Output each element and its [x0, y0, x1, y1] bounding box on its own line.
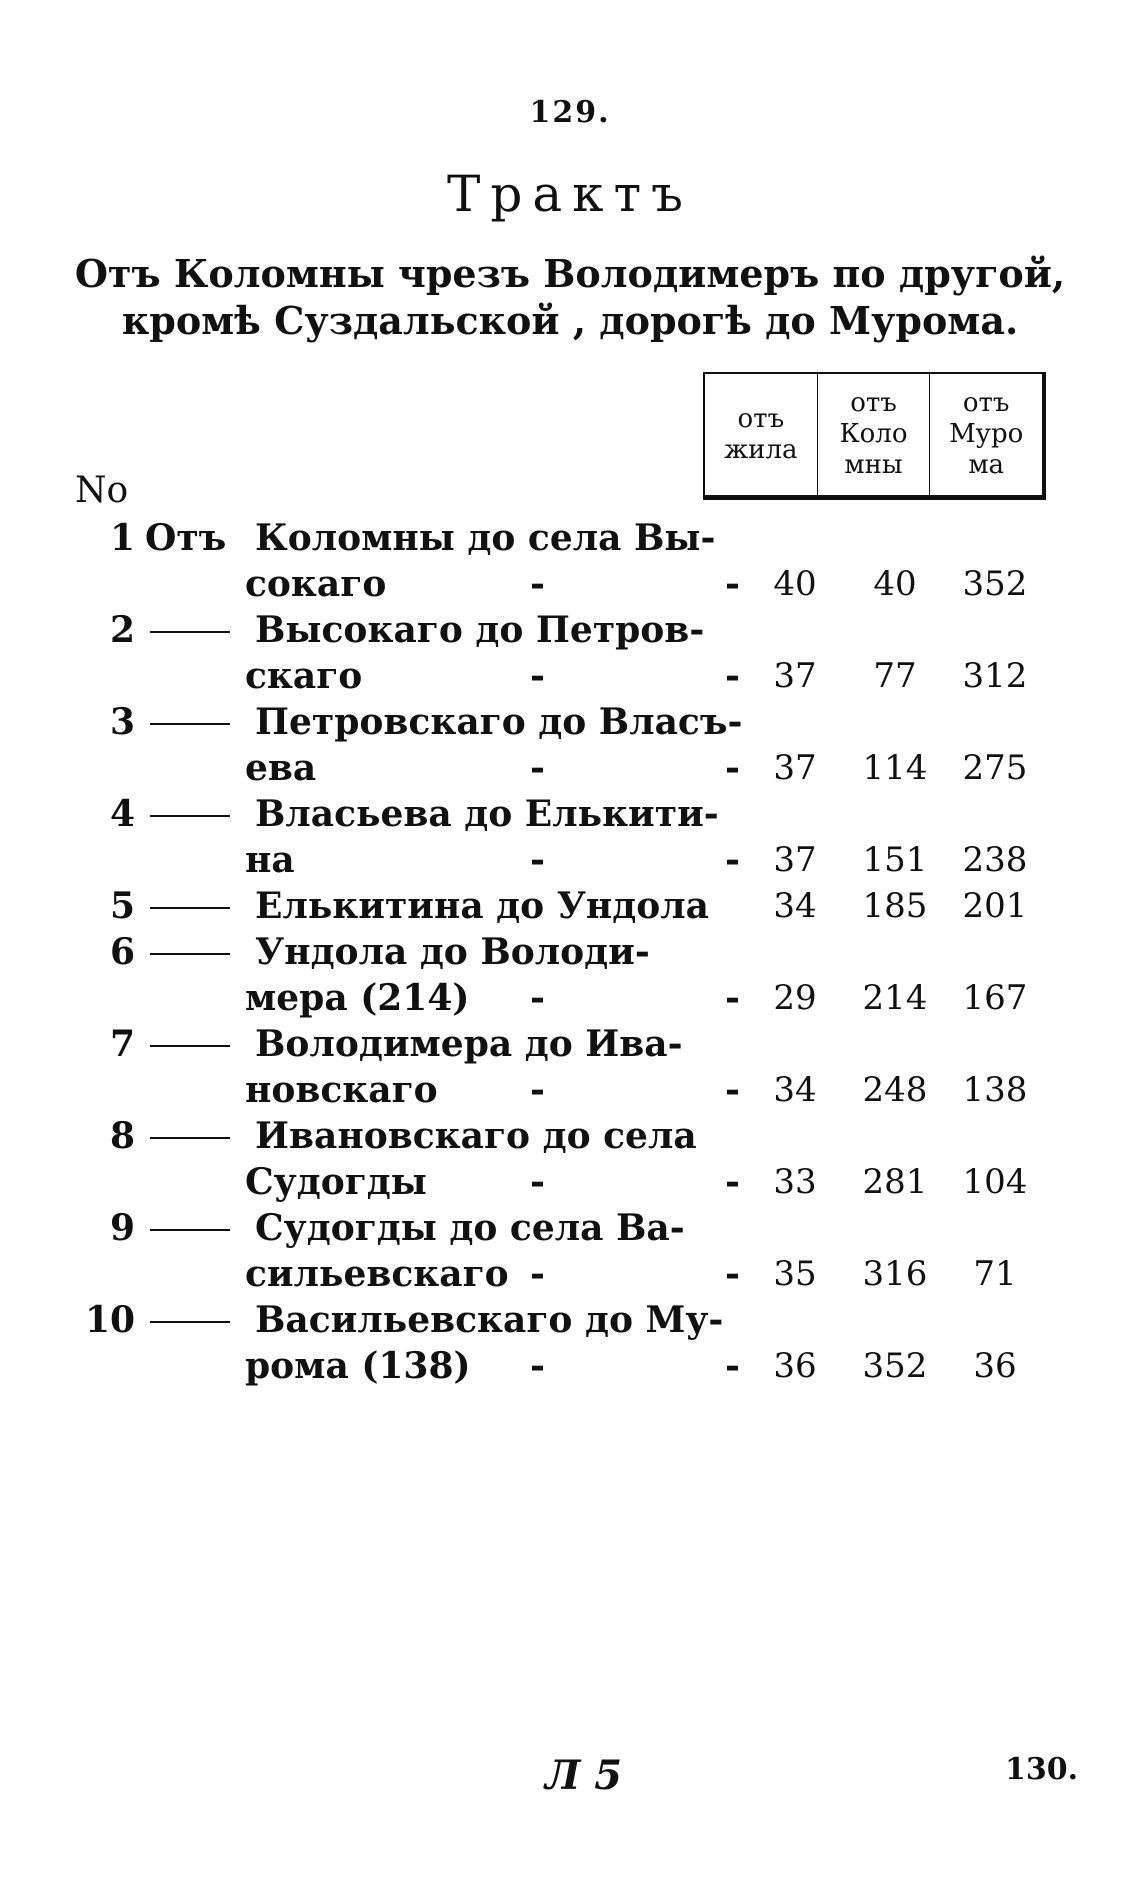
leader-dash: - — [530, 1069, 545, 1111]
leader-dash: - — [725, 655, 740, 697]
distance-from-murom: 71 — [973, 1254, 1017, 1294]
distance-values — [745, 745, 1045, 791]
leader-dash: - — [530, 655, 545, 697]
distance-from-kolomna: 352 — [862, 1346, 928, 1386]
route-line — [0, 607, 1140, 653]
leader-dash: - — [725, 1345, 740, 1387]
distance-from-residence: 34 — [773, 886, 817, 926]
route-number: 9 — [109, 1207, 135, 1249]
route-text: сокаго — [245, 563, 387, 605]
header-from-kolomna — [817, 374, 930, 495]
route-row — [0, 515, 1140, 607]
leader-dashes — [530, 653, 740, 699]
distance-from-kolomna: 281 — [862, 1162, 928, 1202]
route-line — [0, 791, 1140, 837]
leader-dashes — [530, 1159, 740, 1205]
distance-values — [745, 1251, 1045, 1297]
leader-dashes — [530, 1343, 740, 1389]
leader-dash: - — [530, 1253, 545, 1295]
route-line — [0, 1067, 1140, 1113]
route-text: Судогды до села Ва- — [255, 1207, 685, 1249]
ditto-dash — [150, 723, 230, 725]
route-line — [0, 1251, 1140, 1297]
route-text: ева — [245, 747, 317, 789]
leader-dash: - — [725, 1161, 740, 1203]
signature-mark: Л 5 — [545, 1752, 623, 1799]
route-line — [0, 975, 1140, 1021]
route-line — [0, 699, 1140, 745]
distance-values — [745, 1343, 1045, 1389]
distance-values — [745, 1159, 1045, 1205]
leader-dashes — [530, 975, 740, 1021]
leader-dash: - — [530, 839, 545, 881]
route-text: мера (214) — [245, 977, 470, 1019]
leader-dashes — [530, 1067, 740, 1113]
route-row — [0, 929, 1140, 1021]
ditto-dash — [150, 1321, 230, 1323]
header-line: Коло — [839, 419, 908, 449]
route-row — [0, 607, 1140, 699]
distance-from-kolomna: 114 — [862, 748, 928, 788]
distance-from-murom: 167 — [962, 978, 1028, 1018]
distance-from-kolomna: 214 — [862, 978, 928, 1018]
route-subtitle — [60, 250, 1080, 344]
route-row — [0, 791, 1140, 883]
page-number: 129. — [529, 95, 611, 130]
route-line — [0, 929, 1140, 975]
route-row — [0, 1021, 1140, 1113]
route-line — [0, 561, 1140, 607]
route-text: Ундола до Володи- — [255, 931, 650, 973]
route-line — [0, 1343, 1140, 1389]
distance-from-murom: 36 — [973, 1346, 1017, 1386]
route-text: Васильевскаго до Му- — [255, 1299, 724, 1341]
leader-dashes — [530, 745, 740, 791]
route-number: 3 — [109, 701, 135, 743]
distance-from-kolomna: 316 — [862, 1254, 928, 1294]
distance-from-residence: 34 — [773, 1070, 817, 1110]
route-text: Коломны до села Вы- — [255, 517, 716, 559]
route-line — [0, 745, 1140, 791]
route-text: Высокаго до Петров- — [255, 609, 705, 651]
route-row — [0, 1297, 1140, 1389]
route-line — [0, 515, 1140, 561]
leader-dash: - — [530, 977, 545, 1019]
number-column-label: No — [75, 470, 129, 511]
ditto-dash — [150, 1229, 230, 1231]
route-number: 8 — [109, 1115, 135, 1157]
distance-from-murom: 238 — [962, 840, 1028, 880]
distance-values — [745, 975, 1045, 1021]
route-line — [0, 837, 1140, 883]
distance-values — [745, 883, 1045, 929]
route-text: Петровскаго до Власъ- — [255, 701, 743, 743]
leader-dash: - — [725, 1253, 740, 1295]
leader-dash: - — [530, 747, 545, 789]
distance-from-murom: 138 — [962, 1070, 1028, 1110]
route-line — [0, 1297, 1140, 1343]
route-number: 4 — [109, 793, 135, 835]
leader-dash: - — [530, 563, 545, 605]
route-text: Елькитина до Ундола — [255, 885, 709, 927]
route-row — [0, 699, 1140, 791]
route-line — [0, 1021, 1140, 1067]
leader-dashes — [530, 1251, 740, 1297]
header-line: отъ — [737, 403, 785, 434]
route-row — [0, 883, 1140, 929]
route-row — [0, 1205, 1140, 1297]
subtitle-line: Отъ Коломны чрезъ Володимеръ по другой, — [74, 251, 1066, 296]
distance-from-kolomna: 77 — [873, 656, 917, 696]
route-lead-word: Отъ — [145, 517, 227, 559]
header-line: отъ — [962, 388, 1010, 418]
distance-values — [745, 1067, 1045, 1113]
distance-from-murom: 352 — [962, 564, 1028, 604]
distance-from-kolomna: 185 — [862, 886, 928, 926]
distance-from-residence: 36 — [773, 1346, 817, 1386]
route-text: Ивановскаго до села — [255, 1115, 697, 1157]
route-text: рома (138) — [245, 1345, 471, 1387]
route-table — [0, 515, 1140, 1389]
route-line — [0, 1205, 1140, 1251]
distance-from-murom: 312 — [962, 656, 1028, 696]
distance-from-kolomna: 151 — [862, 840, 928, 880]
route-text: новскаго — [245, 1069, 438, 1111]
route-number: 5 — [109, 885, 135, 927]
distance-from-kolomna: 248 — [862, 1070, 928, 1110]
route-text: на — [245, 839, 295, 881]
distance-from-residence: 29 — [773, 978, 817, 1018]
header-line: мны — [844, 450, 903, 480]
catchword: 130. — [1005, 1752, 1079, 1787]
header-from-murom — [929, 374, 1042, 495]
distance-from-murom: 104 — [962, 1162, 1028, 1202]
route-number: 2 — [109, 609, 135, 651]
distance-values — [745, 837, 1045, 883]
distance-from-residence: 35 — [773, 1254, 817, 1294]
distance-from-residence: 37 — [773, 748, 817, 788]
leader-dash: - — [530, 1345, 545, 1387]
distance-from-residence: 40 — [773, 564, 817, 604]
route-text: сильевскаго — [245, 1253, 509, 1295]
distance-from-residence: 37 — [773, 656, 817, 696]
route-number: 7 — [109, 1023, 135, 1065]
route-number: 10 — [85, 1299, 136, 1341]
header-from-residence — [705, 374, 817, 495]
header-line: отъ — [850, 388, 897, 418]
leader-dashes — [530, 837, 740, 883]
header-line: Муро — [949, 419, 1024, 449]
route-text: скаго — [245, 655, 363, 697]
route-row — [0, 1113, 1140, 1205]
leader-dash: - — [725, 977, 740, 1019]
header-line: жила — [724, 434, 798, 465]
leader-dash: - — [725, 563, 740, 605]
route-line — [0, 883, 1140, 929]
route-number: 1 — [109, 517, 135, 559]
leader-dash: - — [725, 747, 740, 789]
ditto-dash — [150, 907, 230, 909]
leader-dashes — [530, 561, 740, 607]
route-text: Власьева до Елькити- — [255, 793, 719, 835]
ditto-dash — [150, 631, 230, 633]
route-line — [0, 1113, 1140, 1159]
subtitle-line: кромѣ Суздальской , дорогѣ до Мурома. — [121, 298, 1019, 343]
distance-from-residence: 37 — [773, 840, 817, 880]
distance-values — [745, 653, 1045, 699]
route-text: Судогды — [245, 1161, 427, 1203]
ditto-dash — [150, 1045, 230, 1047]
distance-values — [745, 561, 1045, 607]
distance-from-murom: 201 — [962, 886, 1028, 926]
leader-dash: - — [725, 1069, 740, 1111]
route-line — [0, 653, 1140, 699]
route-number: 6 — [109, 931, 135, 973]
ditto-dash — [150, 815, 230, 817]
ditto-dash — [150, 953, 230, 955]
distance-from-murom: 275 — [962, 748, 1028, 788]
leader-dash: - — [530, 1161, 545, 1203]
header-line: ма — [968, 450, 1005, 480]
route-line — [0, 1159, 1140, 1205]
distance-from-residence: 33 — [773, 1162, 817, 1202]
page-title: Трактъ — [447, 165, 693, 223]
distance-column-headers — [703, 372, 1046, 500]
leader-dash: - — [725, 839, 740, 881]
distance-from-kolomna: 40 — [873, 564, 917, 604]
ditto-dash — [150, 1137, 230, 1139]
route-text: Володимера до Ива- — [255, 1023, 683, 1065]
